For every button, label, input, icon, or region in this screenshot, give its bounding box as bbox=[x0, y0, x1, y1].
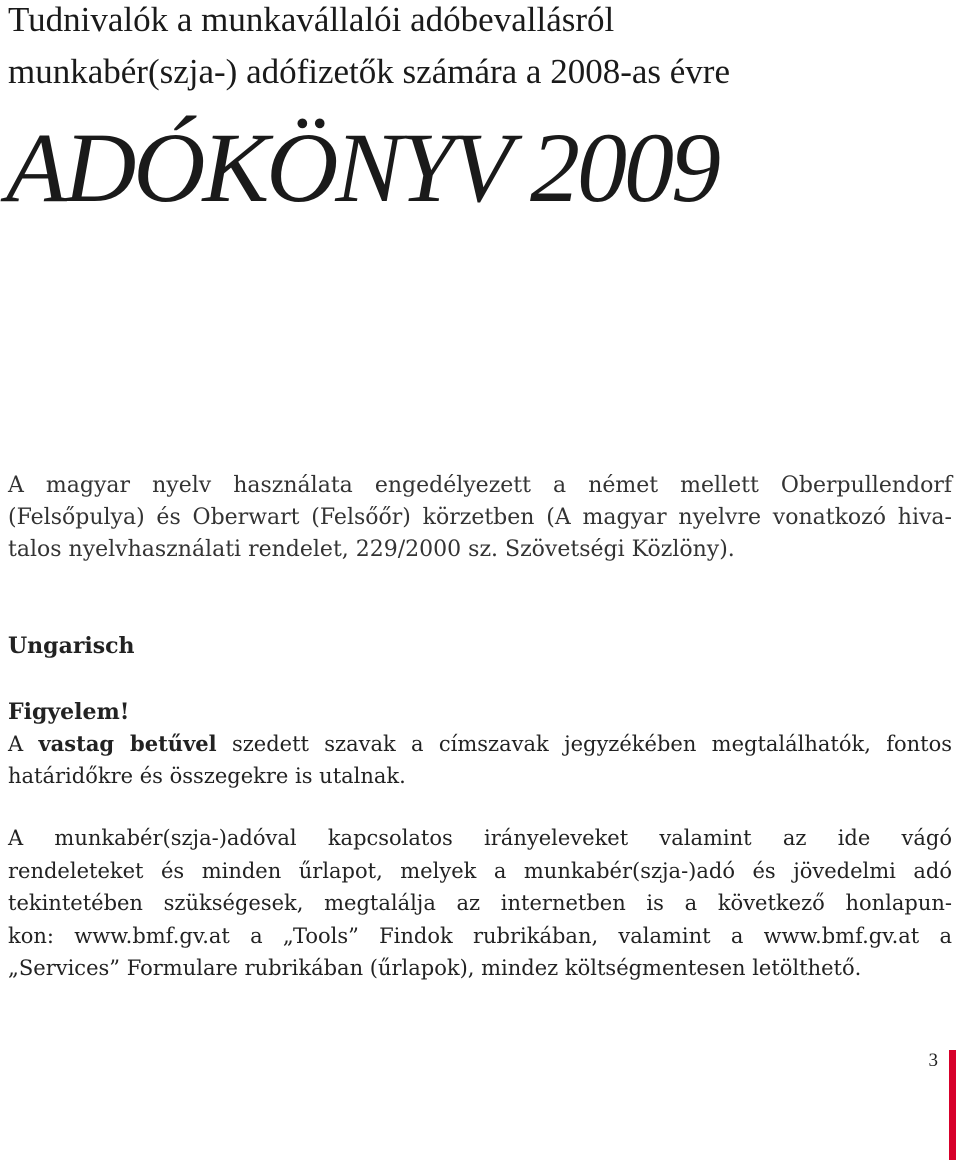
page-number: 3 bbox=[928, 1050, 938, 1071]
body-line: rendeleteket és minden űrlapot, melyek a munkabér(szja-)adó és jövedelmi adó bbox=[8, 858, 952, 883]
header-line-1: Tudnivalók a munkavállalói adóbevallásról bbox=[8, 0, 615, 39]
notice-text: szedett szavak a címszavak jegyzékében megtalálhatók, fontos bbox=[216, 732, 952, 756]
intro-paragraph bbox=[8, 470, 952, 566]
notice-line bbox=[8, 728, 952, 760]
header-line-2: munkabér(szja-) adófizetők számára a 2008-as évre bbox=[8, 52, 730, 91]
language-label: Ungarisch bbox=[8, 633, 135, 659]
body-line: tekintetében szükségesek, megtalálja az internetben is a következő honlapun- bbox=[8, 891, 952, 915]
notice-text: A bbox=[8, 732, 39, 756]
notice-paragraph bbox=[8, 728, 952, 792]
page-title: ADÓKÖNYV 2009 bbox=[6, 112, 719, 223]
intro-line: (Felsőpulya) és Oberwart (Felsőőr) körzetben (A magyar nyelvre vonatkozó hiva- bbox=[8, 505, 952, 530]
body-line: „Services” Formulare rubrikában (űrlapok), mindez költségmentesen letölthető. bbox=[8, 956, 862, 980]
intro-line: A magyar nyelv használata engedélyezett a német mellett Oberpullendorf bbox=[8, 473, 952, 498]
page-accent-bar bbox=[949, 1050, 956, 1160]
body-line: kon: www.bmf.gv.at a „Tools” Findok rubrikában, valamint a www.bmf.gv.at a bbox=[8, 923, 952, 948]
notice-heading: Figyelem! bbox=[8, 699, 130, 725]
body-line: A munkabér(szja-)adóval kapcsolatos irányeleveket valamint az ide vágó bbox=[8, 826, 952, 850]
intro-line: talos nyelvhasználati rendelet, 229/2000 sz. Szövetségi Közlöny). bbox=[8, 537, 735, 562]
notice-bold-text: vastag betűvel bbox=[38, 731, 217, 756]
body-paragraph bbox=[8, 822, 952, 985]
notice-line: határidőkre és összegekre is utalnak. bbox=[8, 764, 406, 788]
